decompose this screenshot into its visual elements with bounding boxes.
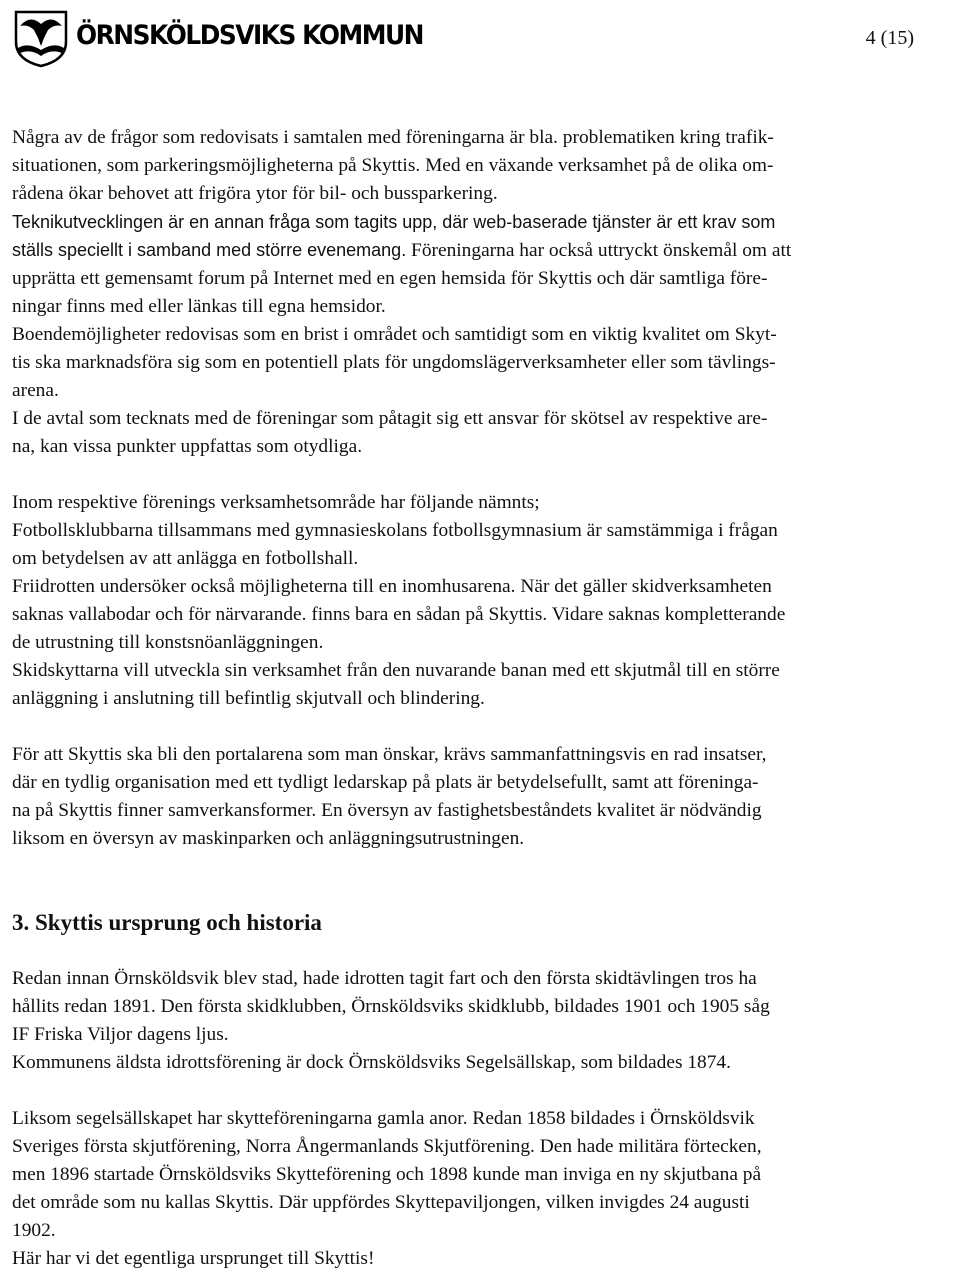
text-span: Föreningarna har också uttryckt önskemål om att	[406, 240, 792, 261]
text-line: Teknikutvecklingen är en annan fråga som tagits upp, där web-baserade tjänster är ett krav som	[12, 212, 776, 232]
spacer	[12, 937, 956, 965]
text-line: hållits redan 1891. Den första skidklubben, Örnsköldsviks skidklubb, bildades 1901 och 1905 såg	[12, 996, 770, 1017]
text-line: rådena ökar behovet att frigöra ytor för bil- och bussparkering.	[12, 183, 498, 204]
text-line: liksom en översyn av maskinparken och anläggningsutrustningen.	[12, 828, 525, 849]
section-heading: 3. Skyttis ursprung och historia	[12, 910, 322, 935]
text-line: men 1896 startade Örnsköldsviks Skytteförening och 1898 kunde man inviga en ny skjutbana på	[12, 1164, 762, 1185]
page-number: 4 (15)	[865, 27, 914, 49]
text-line: de utrustning till konstsnöanläggningen.	[12, 632, 324, 653]
text-span: ställs speciellt i samband med större evenemang.	[12, 240, 407, 260]
text-line: I de avtal som tecknats med de föreningar som påtagit sig ett ansvar för skötsel av respektive are-	[12, 408, 768, 429]
paragraph-associations	[12, 489, 956, 713]
text-line: tis ska marknadsföra sig som en potentiell plats för ungdomslägerverksamheter eller som tävlings-	[12, 352, 776, 373]
text-line: 1902.	[12, 1220, 56, 1241]
text-line: Friidrotten undersöker också möjligheterna till en inomhusarena. När det gäller skidverksamheten	[12, 576, 772, 597]
text-line: För att Skyttis ska bli den portalarena som man önskar, krävs sammanfattningsvis en rad insatser,	[12, 744, 767, 765]
spacer	[12, 461, 956, 489]
spacer	[12, 713, 956, 741]
document-body	[12, 124, 956, 1273]
text-line: na på Skyttis finner samverkansformer. En översyn av fastighetsbeståndets kvalitet är nödvändig	[12, 800, 762, 821]
text-line: Liksom segelsällskapet har skytteföreningarna gamla anor. Redan 1858 bildades i Örnsköldsvik	[12, 1108, 755, 1129]
municipal-coat-of-arms-logo	[12, 8, 70, 68]
text-line: där en tydlig organisation med ett tydligt ledarskap på plats är betydelsefullt, samt att föreninga-	[12, 772, 759, 793]
text-line: Fotbollsklubbarna tillsammans med gymnasieskolans fotbollsgymnasium är samstämmiga i frågan	[12, 520, 778, 541]
spacer	[12, 1077, 956, 1105]
text-line: Boendemöjligheter redovisas som en brist i området och samtidigt som en viktig kvalitet om Skyt-	[12, 324, 777, 345]
text-line: Skidskyttarna vill utveckla sin verksamhet från den nuvarande banan med ett skjutmål till en större	[12, 660, 780, 681]
paragraph-issues	[12, 124, 956, 461]
text-line: upprätta ett gemensamt forum på Internet med en egen hemsida för Skyttis och där samtliga före-	[12, 268, 768, 289]
text-line: ningar finns med eller länkas till egna hemsidor.	[12, 296, 386, 317]
text-line: Sveriges första skjutförening, Norra Ångermanlands Skjutförening. Den hade militära förtecken,	[12, 1136, 762, 1157]
page-header	[0, 0, 960, 80]
text-line: anläggning i anslutning till befintlig skjutvall och blindering.	[12, 688, 485, 709]
text-line: det område som nu kallas Skyttis. Där uppfördes Skyttepaviljongen, vilken invigdes 24 augusti	[12, 1192, 750, 1213]
paragraph-history	[12, 965, 956, 1077]
text-line	[12, 236, 956, 265]
paragraph-summary	[12, 741, 956, 853]
text-line: Här har vi det egentliga ursprunget till Skyttis!	[12, 1248, 375, 1269]
spacer	[12, 853, 956, 909]
text-line: Redan innan Örnsköldsvik blev stad, hade idrotten tagit fart och den första skidtävlingen tros ha	[12, 968, 757, 989]
text-line: Kommunens äldsta idrottsförening är dock Örnsköldsviks Segelsällskap, som bildades 1874.	[12, 1052, 731, 1073]
text-line: situationen, som parkeringsmöjligheterna på Skyttis. Med en växande verksamhet på de olika om-	[12, 155, 774, 176]
text-line: om betydelsen av att anlägga en fotbollshall.	[12, 548, 359, 569]
text-line: Inom respektive förenings verksamhetsområde har följande nämnts;	[12, 492, 540, 513]
municipality-name: ÖRNSKÖLDSVIKS KOMMUN	[76, 20, 423, 51]
text-line: saknas vallabodar och för närvarande. finns bara en sådan på Skyttis. Vidare saknas kompletterande	[12, 604, 786, 625]
paragraph-shooting-clubs	[12, 1105, 956, 1273]
text-line: arena.	[12, 380, 59, 401]
text-line: Några av de frågor som redovisats i samtalen med föreningarna är bla. problematiken kring trafik-	[12, 127, 774, 148]
text-line: IF Friska Viljor dagens ljus.	[12, 1024, 229, 1045]
text-line: na, kan vissa punkter uppfattas som otydliga.	[12, 436, 363, 457]
